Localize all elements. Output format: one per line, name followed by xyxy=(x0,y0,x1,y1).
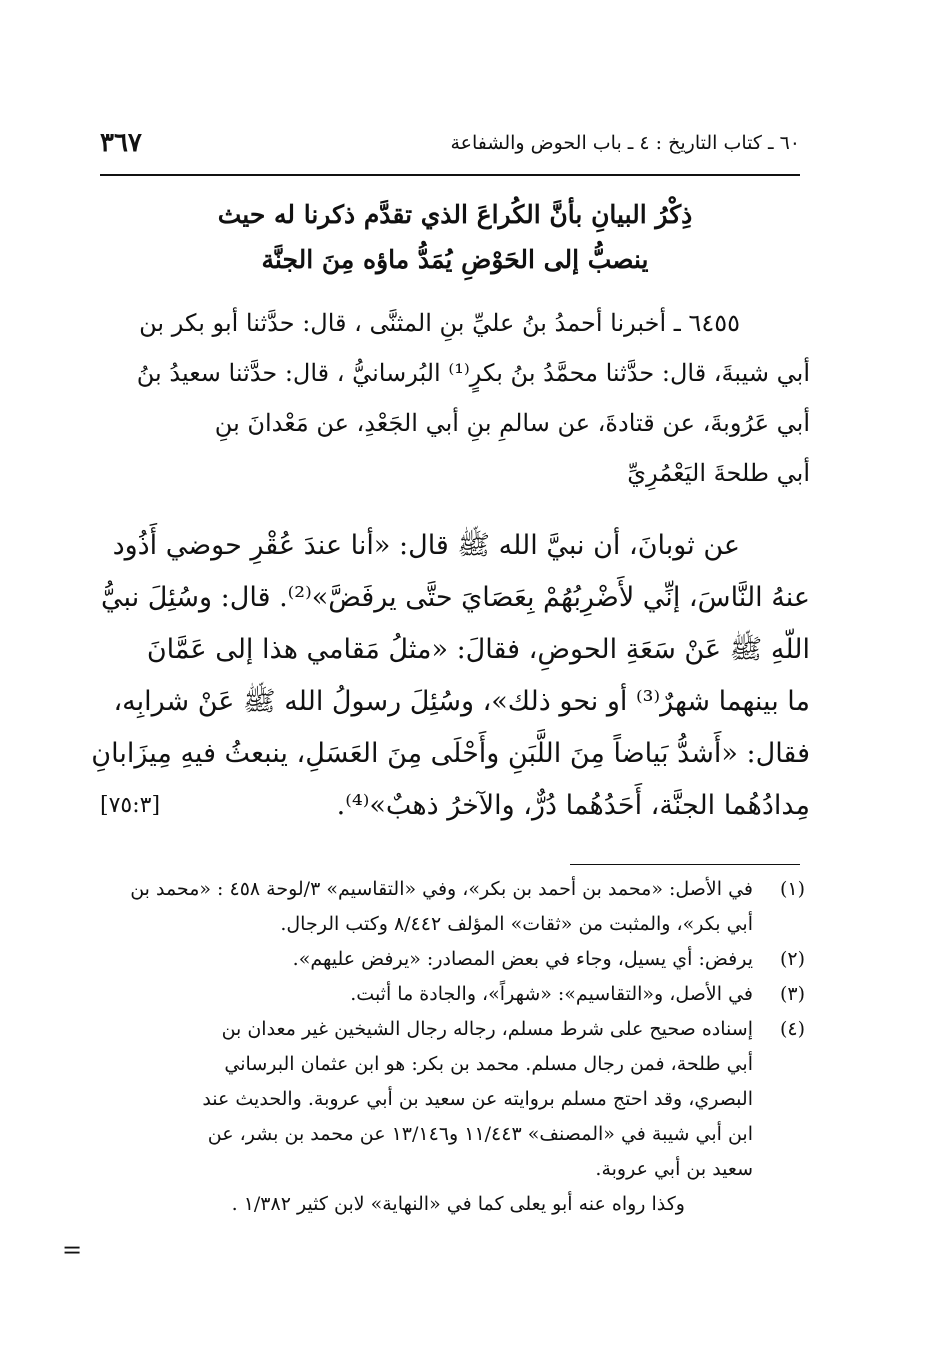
footnotes xyxy=(100,872,805,1222)
footnote-number: (٣) xyxy=(779,983,805,1005)
footnote-line: يرفض: أي يسيل، وجاء في بعض المصادر: «يرفض عليهم». xyxy=(292,948,753,970)
footnote-continuation: وكذا رواه عنه أبو يعلى كما في «النهاية» لابن كثير ١/٣٨٢ . xyxy=(231,1193,685,1215)
footnote-line: ابن أبي شيبة في «المصنف» ١١/٤٤٣ و١٣/١٤٦ عن محمد بن بشر، عن xyxy=(207,1123,753,1145)
footnote-rule xyxy=(570,864,800,865)
matn-line: عنهُ النَّاسَ، إنِّي لأَضْرِبُهُمْ بِعَصَايَ حتَّى يرفَضَّ»⁽²⁾. قال: وسُئِلَ نبيُّ xyxy=(101,582,810,613)
page-number: ٣٦٧ xyxy=(100,128,142,158)
footnote-number: (٢) xyxy=(779,948,805,970)
header-rule xyxy=(100,174,800,176)
footnote-line: في الأصل، و«التقاسيم»: «شهراً»، والجادة ما أثبت. xyxy=(350,983,753,1005)
continuation-mark: = xyxy=(62,1236,83,1264)
footnote-line: البصري، وقد احتج مسلم بروايته عن سعيد بن أبي عروبة. والحديث عند xyxy=(202,1088,753,1110)
footnote-line: سعيد بن أبي عروبة. xyxy=(595,1158,753,1180)
page-header xyxy=(100,128,800,168)
footnote-line: في الأصل: «محمد بن أحمد بن بكر»، وفي «التقاسيم» ٣/لوحة ٤٥٨ : «محمد بن xyxy=(130,878,753,900)
footnote-number: (٤) xyxy=(779,1018,805,1040)
footnote xyxy=(100,1012,805,1187)
isnad-line: أبي عَرُوبةَ، عن قتادةَ، عن سالمِ بنِ أبي الجَعْدِ، عن مَعْدانَ بنِ xyxy=(214,409,810,437)
matn-line: ما بينهما شهرٌ⁽³⁾ أو نحو ذلك»، وسُئِلَ رسولُ الله ﷺ عَنْ شرابِه، xyxy=(113,686,810,717)
isnad-line: أبي طلحةَ اليَعْمُرِيِّ xyxy=(627,459,810,487)
matn-line: اللّهِ ﷺ عَنْ سَعَةِ الحوضِ، فقالَ: «مثلُ مَقامي هذا إلى عَمَّانَ xyxy=(146,634,810,665)
heading-line: ذِكْرُ البيانِ بأنَّ الكُراعَ الذي تقدَّم ذكرنا له حيث xyxy=(217,200,693,229)
isnad-line: أبي شيبةَ، قال: حدَّثنا محمَّدُ بنُ بكرٍ⁽¹⁾ البُرسانيُّ ، قال: حدَّثنا سعيدُ بنُ xyxy=(136,359,810,387)
footnote xyxy=(100,872,805,942)
footnote xyxy=(100,942,805,977)
footnote-line: إسناده صحيح على شرط مسلم، رجاله رجال الشيخين غير معدان بن xyxy=(221,1018,753,1040)
footnote-line: أبي طلحة، فمن رجال مسلم. محمد بن بكر: هو ابن عثمان البرساني xyxy=(224,1053,753,1075)
running-title: ٦٠ ـ كتاب التاريخ : ٤ ـ باب الحوض والشفاعة xyxy=(450,132,800,154)
heading-line: ينصبُّ إلى الحَوْضِ يُمَدُّ ماؤه مِنَ الجنَّة xyxy=(261,245,649,274)
isnad-line: ٦٤٥٥ ـ أخبرنا أحمدُ بنُ عليِّ بنِ المثنَّى ، قال: حدَّثنا أبو بكر بن xyxy=(139,309,740,337)
matn-line-last xyxy=(100,780,810,832)
footnote-number: (١) xyxy=(779,878,805,900)
hadith-matn xyxy=(91,520,810,832)
matn-line: فقال: «أَشدُّ بَياضاً مِنَ اللَّبَنِ وأَحْلَى مِنَ العَسَلِ، ينبعثُ فيهِ مِيزَابانِ xyxy=(91,738,810,769)
hadith-isnad xyxy=(100,298,810,498)
source-citation: [٧٥:٣] xyxy=(100,793,161,818)
matn-line: عن ثوبانَ، أن نبيَّ الله ﷺ قال: «أنا عندَ عُقْرِ حوضي أَذُود xyxy=(112,530,740,561)
chapter-heading xyxy=(150,192,760,282)
footnote-line: أبي بكر»، والمثبت من «ثقات» المؤلف ٨/٤٤٢ وكتب الرجال. xyxy=(280,913,753,935)
footnote xyxy=(100,977,805,1012)
matn-line: مِدادُهُما الجنَّة، أَحَدُهُما دُرٌّ، والآخرُ ذهبٌ»⁽⁴⁾. xyxy=(336,790,810,821)
